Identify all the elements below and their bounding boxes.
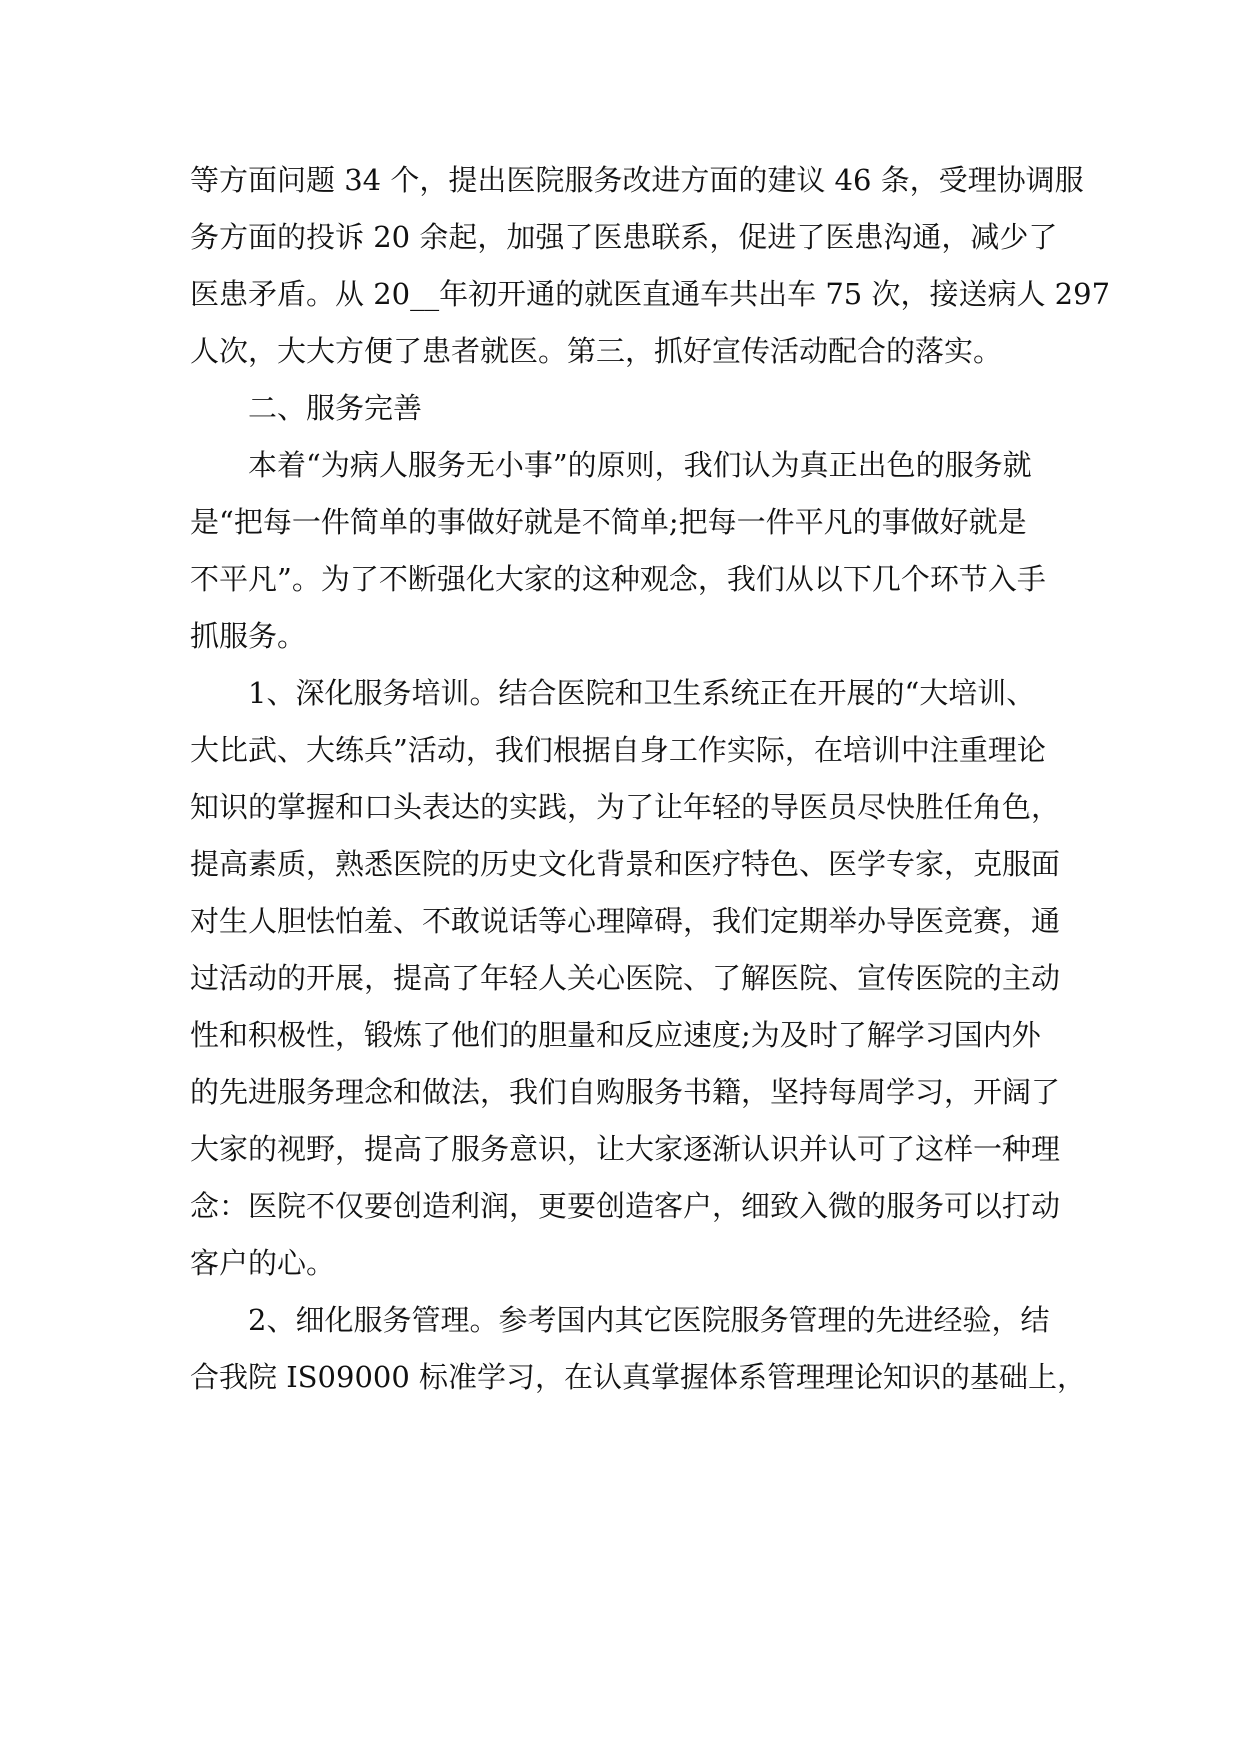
paragraph-line: 等方面问题 34 个，提出医院服务改进方面的建议 46 条，受理协调服 [190, 163, 1084, 197]
paragraph-line: 抓服务。 [190, 619, 307, 653]
paragraph-line: 2、细化服务管理。参考国内其它医院服务管理的先进经验，结 [248, 1303, 1050, 1337]
paragraph-line: 本着“为病人服务无小事”的原则，我们认为真正出色的服务就 [248, 448, 1032, 482]
paragraph-line: 知识的掌握和口头表达的实践，为了让年轻的导医员尽快胜任角色， [190, 790, 1061, 824]
paragraph-line: 不平凡”。为了不断强化大家的这种观念，我们从以下几个环节入手 [190, 562, 1046, 596]
paragraph-line: 是“把每一件简单的事做好就是不简单;把每一件平凡的事做好就是 [190, 505, 1027, 539]
paragraph-line: 1、深化服务培训。结合医院和卫生系统正在开展的“大培训、 [248, 676, 1036, 710]
paragraph-line: 性和积极性，锻炼了他们的胆量和反应速度;为及时了解学习国内外 [190, 1018, 1041, 1052]
paragraph-line: 医患矛盾。从 20__年初开通的就医直通车共出车 75 次，接送病人 297 [190, 277, 1111, 311]
paragraph-line: 合我院 IS09000 标准学习，在认真掌握体系管理理论知识的基础上， [190, 1360, 1087, 1394]
paragraph-line: 客户的心。 [190, 1246, 336, 1280]
paragraph-line: 的先进服务理念和做法，我们自购服务书籍，坚持每周学习，开阔了 [190, 1075, 1061, 1109]
paragraph-line: 大家的视野，提高了服务意识，让大家逐渐认识并认可了这样一种理 [190, 1132, 1061, 1166]
paragraph-line: 对生人胆怯怕羞、不敢说话等心理障碍，我们定期举办导医竞赛，通 [190, 904, 1061, 938]
paragraph-line: 人次，大大方便了患者就医。第三，抓好宣传活动配合的落实。 [190, 334, 1003, 368]
section-heading: 二、服务完善 [248, 391, 423, 425]
paragraph-line: 务方面的投诉 20 余起，加强了医患联系，促进了医患沟通，减少了 [190, 220, 1058, 254]
paragraph-line: 提高素质，熟悉医院的历史文化背景和医疗特色、医学专家，克服面 [190, 847, 1061, 881]
paragraph-line: 大比武、大练兵”活动，我们根据自身工作实际，在培训中注重理论 [190, 733, 1046, 767]
paragraph-line: 念：医院不仅要创造利润，更要创造客户，细致入微的服务可以打动 [190, 1189, 1061, 1223]
paragraph-line: 过活动的开展，提高了年轻人关心医院、了解医院、宣传医院的主动 [190, 961, 1061, 995]
